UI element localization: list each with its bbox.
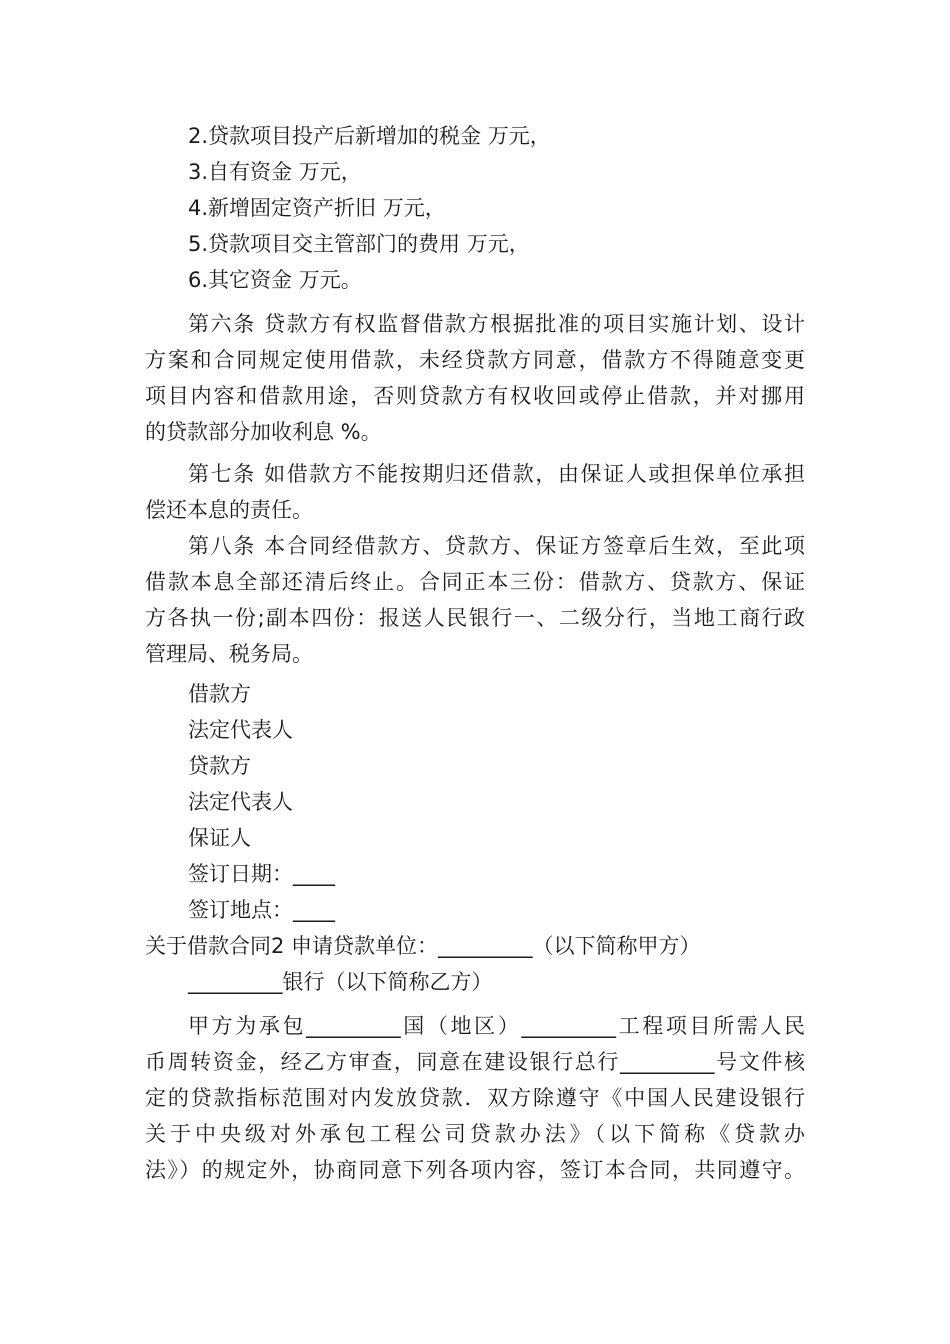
clause-item-5: 5.贷款项目交主管部门的费用 万元，: [188, 232, 530, 256]
signature-lender-rep: 法定代表人: [188, 790, 293, 814]
article-8-line: 借款本息全部还清后终止。合同正本三份：借款方、贷款方、保证: [145, 570, 805, 594]
article-6-line: 第六条 贷款方有权监督借款方根据批准的项目实施计划、设计: [188, 312, 805, 336]
clause-item-2: 2.贷款项目投产后新增加的税金 万元，: [188, 124, 551, 148]
article-6-line: 方案和合同规定使用借款，未经贷款方同意，借款方不得随意变更: [145, 348, 805, 372]
article-6-line: 的贷款部分加收利息 %。: [145, 420, 382, 444]
contract-2-body-line: 甲方为承包_________国（地区）_________工程项目所需人民: [188, 1014, 805, 1038]
contract-2-body-line: 关于中央级对外承包工程公司贷款办法》（以下简称《贷款办: [145, 1122, 805, 1146]
article-8-line: 方各执一份;副本四份：报送人民银行一、二级分行，当地工商行政: [145, 606, 805, 630]
article-6-line: 项目内容和借款用途，否则贷款方有权收回或停止借款，并对挪用: [145, 384, 805, 408]
clause-item-3: 3.自有资金 万元，: [188, 160, 362, 184]
signing-date: 签订日期：____: [188, 862, 335, 886]
contract-2-heading: 关于借款合同2 申请贷款单位：_________（以下简称甲方）: [145, 934, 701, 958]
contract-2-body-line: 定的贷款指标范围对内发放贷款．双方除遵守《中国人民建设银行: [145, 1086, 805, 1110]
article-7-line: 第七条 如借款方不能按期归还借款，由保证人或担保单位承担: [188, 462, 805, 486]
article-8-line: 管理局、税务局。: [145, 642, 313, 666]
signature-borrower-rep: 法定代表人: [188, 718, 293, 742]
article-7-line: 偿还本息的责任。: [145, 498, 313, 522]
contract-2-body-line: 法》）的规定外，协商同意下列各项内容，签订本合同，共同遵守。: [145, 1158, 805, 1182]
signature-guarantor: 保证人: [188, 826, 251, 850]
clause-item-6: 6.其它资金 万元。: [188, 268, 362, 292]
article-8-line: 第八条 本合同经借款方、贷款方、保证方签章后生效，至此项: [188, 534, 805, 558]
signature-borrower: 借款方: [188, 682, 251, 706]
signature-lender: 贷款方: [188, 754, 251, 778]
clause-item-4: 4.新增固定资产折旧 万元，: [188, 196, 446, 220]
contract-2-body-line: 币周转资金，经乙方审查，同意在建设银行总行_________号文件核: [145, 1050, 805, 1074]
signing-place: 签订地点：____: [188, 898, 335, 922]
contract-2-party-b: _________银行（以下简称乙方）: [188, 970, 493, 994]
